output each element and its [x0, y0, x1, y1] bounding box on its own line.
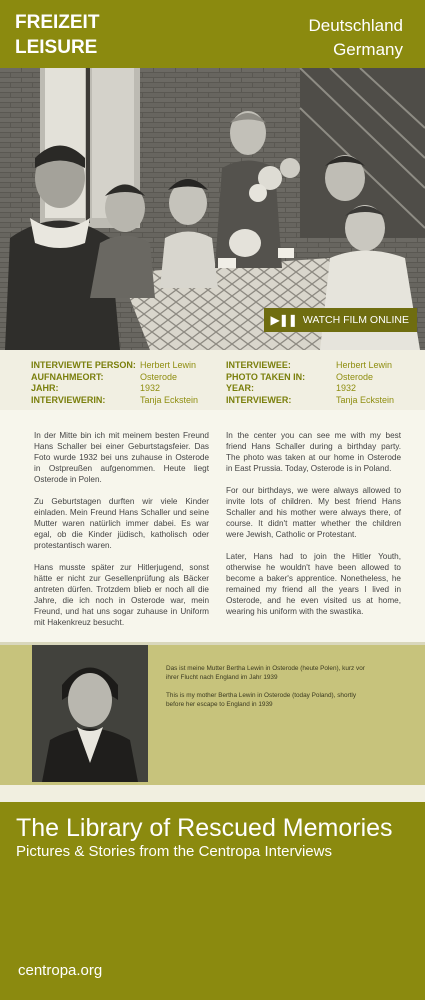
- meta-value: Herbert Lewin: [140, 360, 197, 370]
- meta-label: INTERVIEWTE PERSON:: [31, 360, 136, 370]
- light-strip: [0, 785, 425, 802]
- meta-value: Osterode: [140, 371, 178, 382]
- story-column-de: [34, 430, 209, 639]
- meta-value: Tanja Eckstein: [336, 394, 395, 405]
- meta-label: JAHR:: [31, 383, 59, 393]
- story-paragraph: Later, Hans had to join the Hitler Youth, otherwise he wouldn't have been allowed to become a baker's apprentice. Nonetheless, he remained my friend all the years I lived in Osterode, and he even visited us at home, wearing his uniform with the swastika.: [226, 552, 401, 616]
- watch-film-button[interactable]: [264, 308, 417, 332]
- play-pause-icon: ▶❚❚: [270, 313, 297, 327]
- metadata-en: [226, 360, 394, 406]
- country-en: Germany: [333, 40, 403, 59]
- meta-value: Tanja Eckstein: [140, 394, 199, 405]
- header-bar: [0, 0, 425, 68]
- metadata-de: [31, 360, 198, 406]
- site-link[interactable]: centropa.org: [18, 962, 103, 979]
- category-en: LEISURE: [15, 37, 98, 58]
- library-title: The Library of Rescued Memories: [16, 814, 393, 842]
- story-text: [0, 410, 425, 645]
- library-subtitle: Pictures & Stories from the Centropa Interviews: [16, 843, 332, 860]
- country-de: Deutschland: [308, 16, 403, 35]
- meta-value: 1932: [336, 383, 357, 393]
- meta-row: [226, 395, 394, 407]
- meta-row: [226, 383, 394, 395]
- meta-value: 1932: [140, 383, 161, 393]
- mother-section: [0, 645, 425, 785]
- mother-caption-de: Das ist meine Mutter Bertha Lewin in Osterode (heute Polen), kurz vor ihrer Flucht nach England im Jahr 1939: [166, 665, 365, 681]
- meta-row: [31, 372, 198, 384]
- meta-label: INTERVIEWERIN:: [31, 394, 106, 405]
- story-paragraph: In the center you can see me with my best friend Hans Schaller during a birthday party. The photo was taken at our home in Osterode in East Prussia. Today, Osterode is in Poland.: [226, 431, 401, 473]
- meta-row: [31, 395, 198, 407]
- meta-row: [226, 360, 394, 372]
- mother-caption-en: This is my mother Bertha Lewin in Osterode (today Poland), shortly before her escape to England in 1939: [166, 692, 357, 708]
- meta-label: PHOTO TAKEN IN:: [226, 371, 306, 382]
- story-paragraph: Hans musste später zur Hitlerjugend, sonst hätte er nicht zur Gesellenprüfung als Bäcker antreten dürfen. Trotzdem blieb er noch all die Jahre, die ich noch in Osterode war, mein Freund, und hat uns sogar zuhause in Uniform mit Hakenkreuz besucht.: [34, 563, 209, 627]
- meta-row: [226, 372, 394, 384]
- meta-label: INTERVIEWER:: [226, 394, 292, 405]
- meta-value: Herbert Lewin: [336, 360, 393, 370]
- meta-row: [31, 360, 198, 372]
- story-paragraph: In der Mitte bin ich mit meinem besten Freund Hans Schaller bei einer Geburtstagsfeier. Das Foto wurde 1932 bei uns zuhause in Osterode in Ostpreußen aufgenommen. Heute liegt Osterode in Polen.: [34, 431, 209, 484]
- footer-bar: [0, 802, 425, 1000]
- category-title: [15, 10, 99, 60]
- story-paragraph: For our birthdays, we were always allowed to invite lots of children. My best friend Hans Schaller and his mother were always there, of course. It didn't matter whether the children were Jewish, Catholic or Protestant.: [226, 486, 401, 539]
- birthday-party-photo: [0, 68, 425, 350]
- meta-label: YEAR:: [226, 383, 255, 393]
- meta-row: [31, 383, 198, 395]
- watch-film-label: WATCH FILM ONLINE: [302, 314, 409, 326]
- story-column-en: [226, 430, 401, 628]
- photo-metadata: [0, 350, 425, 410]
- mother-portrait-photo: [32, 645, 148, 782]
- meta-label: INTERVIEWEE:: [226, 360, 291, 370]
- category-de: FREIZEIT: [15, 12, 100, 33]
- story-paragraph: Zu Geburtstagen durften wir viele Kinder einladen. Mein Freund Hans Schaller und seine Mutter waren natürlich immer dabei. Es war egal, ob die Kinder jüdisch, katholisch oder protestantisch waren.: [34, 497, 209, 550]
- country-title: [308, 14, 403, 62]
- meta-label: AUFNAHMEORT:: [31, 371, 104, 382]
- portrait-illustration: [32, 645, 148, 782]
- meta-value: Osterode: [336, 371, 374, 382]
